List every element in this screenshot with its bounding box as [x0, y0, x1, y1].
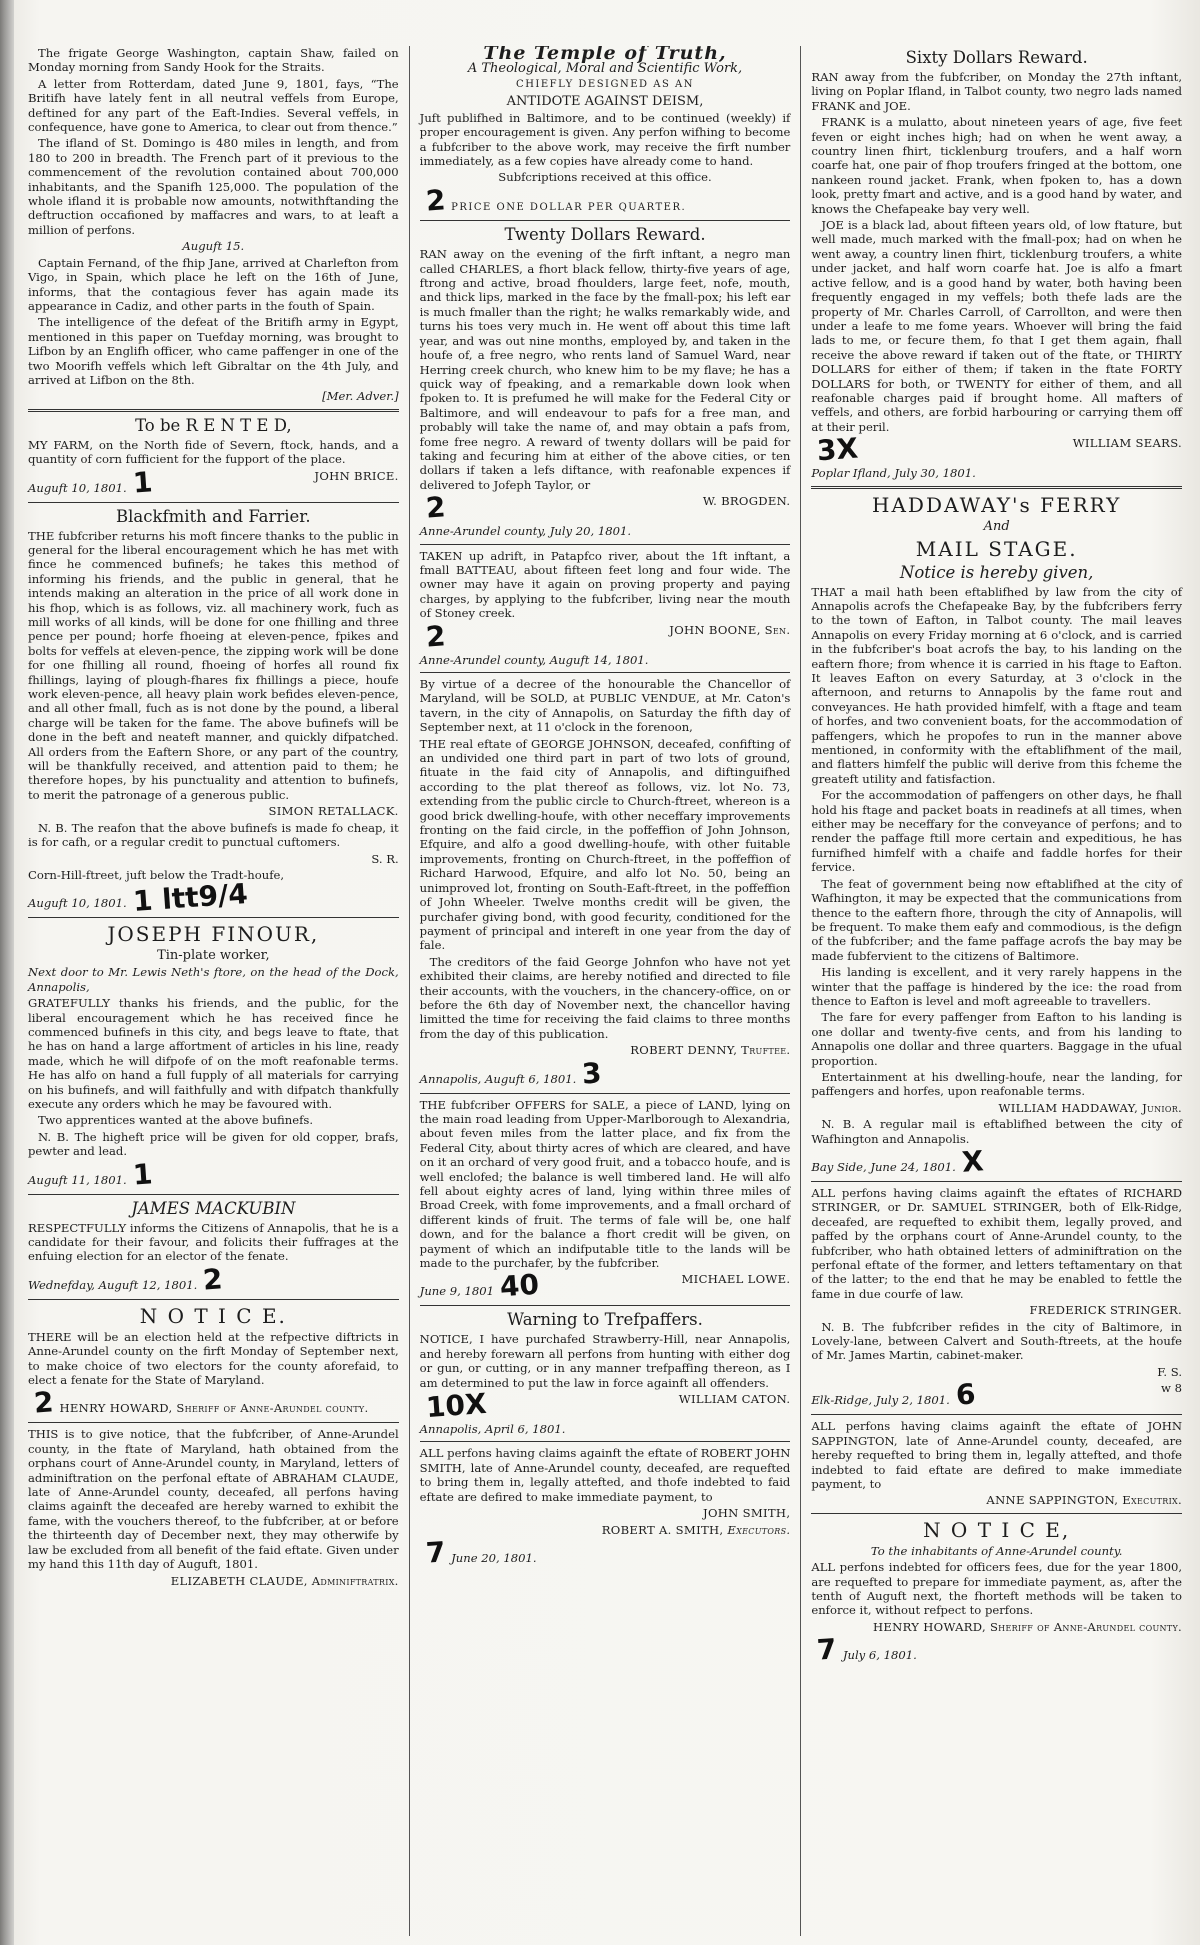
ferry-date: Bay Side, June 24, 1801.	[811, 1160, 956, 1174]
ferry-notice: Notice is hereby given,	[899, 562, 1094, 582]
handwritten-mark: 3X	[816, 431, 860, 468]
johnson-date: Annapolis, Auguft 6, 1801.	[419, 1071, 577, 1086]
divider	[811, 1513, 1182, 1514]
boone-signature: JOHN BOONE, Sen.	[669, 622, 791, 637]
news-paragraph: The frigate George Washington, captain Shaw, failed on Monday morning from Sandy Hook for the Straits.	[28, 46, 399, 75]
handwritten-mark: 10X	[424, 1386, 488, 1425]
lowe-text: THE fubfcriber OFFERS for SALE, a piece of LAND, lying on the main road leading from Upper-Marlborough to Alexandria, about feven miles from the latter place, and fix from the Federal City, about thirty acres of which are cleared, and have on it an orchard of very good fruit, and a tobacco houfe, and is well enclofed; the balance is well timbered land. He will alfo fell about eighty acres of land, lying within three miles of Broad Creek, with fome improvements, and a fmall orchard of different kinds of fruit. The terms of fale will be, one half down, and for the balance a fhort credit will be given, on payment of which an indifputable title to the lands will be made to the purchafer, by the fubfcriber.	[419, 1097, 791, 1271]
sixty-text: RAN away from the fubfcriber, on Monday the 27th inftant, living on Poplar Ifland, in Talbot county, two negro lads named FRANK and JOE.	[811, 70, 1183, 113]
news-paragraph: Captain Fernand, of the fhip Jane, arrived at Charlefton from Vigo, in Spain, which place he left on the 16th of June, informs, that the contagious fever has again made its appearance in Cadiz, and other parts in the fouth of Spain.	[28, 255, 399, 313]
joe-description: JOE is a black lad, about fifteen years old, of low ftature, but well made, much marked with the fmall-pox; had on when he went away, a country linen fhirt, ticklenburg troufers, a white under jacket, and half worn coarfe hat. Joe is alfo a fmart active fellow, and is a good hand by water, both having been frequently engaged in my veffels; both thefe lads are the property of Mr. Charles Carroll, of Carrollton, and were then under a leafe to me fome years. Whoever will bring the faid lads to me, or fecure them, fo that I get them again, fhall receive the above reward if taken out of the ftate, or THIRTY DOLLARS for either of them; if taken in the ftate FORTY DOLLARS for both, or TWENTY for either of them, and all reafonable charges paid if brought home. All mafters of veffels, and others, are forbid harbouring or carrying them off at their peril.	[811, 218, 1183, 434]
final-notice-signature: HENRY HOWARD, Sheriff of Anne-Arundel county.	[873, 1619, 1183, 1634]
stringer-initials: F. S.	[1157, 1364, 1183, 1379]
news-source: [Mer. Adver.]	[322, 389, 399, 404]
blacksmith-date: Auguft 10, 1801.	[28, 896, 127, 911]
temple-caption: CHIEFLY DESIGNED AS AN	[516, 79, 694, 91]
handwritten-mark: 7	[816, 1632, 838, 1667]
news-paragraph: The ifland of St. Domingo is 480 miles in length, and from 180 to 200 in breadth. The French part of it previous to the commencement of the revolution contained about 700,000 inhabitants, and the Spanifh 125,000. The population of the whole ifland it is probable now amounts, notwithftanding the deftruction occafioned by maffacres and wars, to at leaft a million of perfons.	[28, 136, 399, 237]
divider	[28, 1299, 399, 1300]
finour-heading: JOSEPH FINOUR,	[107, 922, 320, 947]
ferry-nb: N. B. A regular mail is eftablifhed between the city of Wafhington and Annapolis.	[811, 1117, 1183, 1146]
divider	[420, 672, 791, 673]
boone-text: TAKEN up adrift, in Patapfco river, about the 1ft inftant, a fmall BATTEAU, about fifteen feet long and four wide. The owner may have it again on proving property and paying charges, by applying to the fubfcriber, living near the mouth of Stoney creek.	[419, 548, 791, 621]
ferry-heading-2: MAIL STAGE.	[915, 536, 1078, 561]
twenty-heading: Twenty Dollars Reward.	[504, 225, 706, 245]
temple-subscriptions: Subfcriptions received at this office.	[498, 170, 712, 185]
ferry-and: And	[983, 518, 1010, 534]
rent-signature: JOHN BRICE.	[314, 468, 399, 483]
final-notice-heading: N O T I C E,	[923, 1517, 1071, 1542]
divider	[420, 220, 791, 221]
final-notice-text: ALL perfons indebted for officers fees, due for the year 1800, are requefted to prepare for immediate payment, as, after the tenth of Auguft next, the fhorteft methods will be taken to enforce it, without refpect to perfons.	[811, 1560, 1183, 1618]
handwritten-mark: 7	[424, 1535, 447, 1570]
claude-signature: ELIZABETH CLAUDE, Adminiftratrix.	[170, 1573, 399, 1588]
ferry-text-5: The fare for every paffenger from Eafton to his landing is one dollar and twenty-five cents, and from his landing to Annapolis one dollar and three quarters. Baggage in the ufual proportion.	[811, 1010, 1183, 1068]
smith-estate-executors: Executors.	[727, 1522, 791, 1537]
divider	[28, 1194, 399, 1195]
finour-subheading: Tin-plate worker,	[157, 948, 270, 964]
trespass-signature: WILLIAM CATON.	[678, 1392, 791, 1407]
johnson-signature: ROBERT DENNY, Truftee.	[630, 1043, 791, 1058]
finour-apprentice: Two apprentices wanted at the above bufinefs.	[38, 1113, 314, 1128]
handwritten-mark: 1 ltt9/4	[131, 877, 249, 919]
column-middle	[409, 46, 801, 1936]
handwritten-mark: 2	[424, 183, 447, 218]
final-notice-date: July 6, 1801.	[842, 1648, 917, 1663]
divider	[28, 409, 399, 412]
ferry-text-2: For the accommodation of paffengers on other days, he fhall hold his ftage and packet boats in readinefs at all times, when either may be neceffary for the conveyance of perfons; and to render the paffage ftill more certain and expeditious, he has furnifhed himfelf with a chaife and faddle horfes for their fervice.	[811, 788, 1183, 875]
divider	[28, 1422, 399, 1423]
news-paragraph: The intelligence of the defeat of the Britifh army in Egypt, mentioned in this paper on Tuefday morning, was brought to Lifbon by an Englifh officer, who came paffenger in one of the two Moorifh veffels which left Gibraltar on the 4th July, and arrived at Lifbon on the 8th.	[28, 315, 399, 387]
twenty-text: RAN away on the evening of the firft inftant, a negro man called CHARLES, a fhort black fellow, thirty-five years of age, ftrong and active, broad fhoulders, large feet, nofe, mouth, and thick lips, marked in the face by the fmall-pox; his left ear is much fmaller than the right; he walks remarkably wide, and turns his toes very much in. He went off about this time laft year, and was out nine months, employed by, and taken in the houfe of, a free negro, who rents land of Samuel Ward, near Herring creek church, who knew him to be my flave; he has a quick way of fpeaking, and a remarkable down look when fpoken to. It is prefumed he will make for the Federal City or Baltimore, and will endeavour to pafs for a free man, and probably will take the name of, and may obtain a pafs from, fome free negro. A reward of twenty dollars will be paid for taking and fecuring him at either of the above cities, or ten dollars if taken a lefs diftance, with reafonable expences if delivered to Jofeph Taylor, or	[419, 247, 791, 492]
rent-heading: To be R E N T E D,	[135, 415, 292, 435]
smith-estate-date: June 20, 1801.	[451, 1550, 537, 1565]
divider	[420, 1441, 791, 1442]
claude-text: THIS is to give notice, that the fubfcriber, of Anne-Arundel county, in the ftate of Maryland, hath obtained from the orphans court of Anne-Arundel county, in Maryland, letters of adminiftration on the perfonal eftate of ABRAHAM CLAUDE, late of Anne-Arundel county, deceafed, all perfons having claims againft the deceafed are hereby warned to exhibit the fame, with the vouchers thereof, to the fubfcriber, at or before the thirteenth day of December next, they may otherwife by law be excluded from all benefit of the faid eftate. Given under my hand this 11th day of Auguft, 1801.	[28, 1427, 399, 1572]
twenty-signature: W. BROGDEN.	[702, 494, 791, 509]
divider	[28, 502, 399, 503]
ferry-signature: WILLIAM HADDAWAY, Junior.	[998, 1100, 1183, 1115]
twenty-date: Anne-Arundel county, July 20, 1801.	[419, 524, 632, 539]
temple-subtitle: A Theological, Moral and Scientific Work,	[467, 61, 743, 77]
finour-nb: N. B. The higheft price will be given for old copper, brafs, pewter and lead.	[28, 1129, 399, 1159]
mackubin-heading: JAMES MACKUBIN	[131, 1198, 296, 1218]
lowe-signature: MICHAEL LOWE.	[681, 1272, 791, 1287]
rent-date: Auguft 10, 1801.	[28, 480, 127, 495]
mackubin-text: RESPECTFULLY informs the Citizens of Annapolis, that he is a candidate for their favour, and folicits their fuffrages at the enfuing election for an elector of the fenate.	[28, 1220, 399, 1264]
final-notice-to: To the inhabitants of Anne-Arundel county.	[870, 1543, 1123, 1558]
smith-estate-signature-1: JOHN SMITH,	[703, 1506, 791, 1521]
divider	[420, 1093, 791, 1094]
temple-title: The Temple of Truth,	[483, 46, 727, 64]
blacksmith-text: THE fubfcriber returns his moft fincere thanks to the public in general for the liberal encouragement which he has met with fince he commenced bufinefs; he takes this method of informing his friends, and the public in general, that he intends making an alteration in the price of all work done in his fhop, which is as follows, viz. all machinery work, fuch as mill works of all kinds, will be done for one fhilling and three pence per pound; horfe fhoeing at eleven-pence, fpikes and bolts for veffels at eleven-pence, the zipping work will be done for one fhilling all round, fhoeing of horfes all round fix fhillings, laying of plough-fhares fix fhillings a piece, houfe work eleven-pence, all heavy plain work befides eleven-pence, and all other fmall, fuch as is not done by the pound, a liberal charge will be taken for the fame. The above bufinefs will be done in the beft and neateft manner, and quickly difpatched. All orders from the Eaftern Shore, or any part of the country, will be thankfully received, and attention paid to them; he therefore hopes, by his punctuality and attention to bufinefs, to merit the patronage of a generous public.	[28, 528, 399, 802]
ferry-text-3: The feat of government being now eftablifhed at the city of Wafhington, it may be expected that the communications from thence to the eaftern fhore, through the city of Annapolis, will be frequent. To make them eafy and commodious, is the defign of the fubfcriber; and the fame paffage acrofs the bay may be made fubfervient to the citizens of Baltimore.	[811, 876, 1183, 963]
rent-text: MY FARM, on the North fide of Severn, ftock, hands, and a quantity of corn fufficient for the fupport of the place.	[28, 437, 399, 467]
ferry-text-6: Entertainment at his dwelling-houfe, near the landing, for paffengers and horfes, upon reafonable terms.	[811, 1069, 1183, 1099]
news-paragraph: A letter from Rotterdam, dated June 9, 1801, fays, “The Britifh have lately fent in all neutral veffels from Europe, deftined for any part of the Eaft-Indies. Several veffels, in confequence, have gone to America, to clear out from thence.”	[28, 76, 399, 135]
notice-heading: N O T I C E.	[139, 1303, 287, 1328]
sappington-text: ALL perfons having claims againft the eftate of JOHN SAPPINGTON, late of Anne-Arundel county, deceafed, are hereby requefted to bring them in, legally attefted, and thofe indebted to faid eftate are defired to make immediate payment, to	[811, 1419, 1183, 1491]
column-right	[800, 46, 1192, 1936]
handwritten-mark: 2	[32, 1385, 55, 1421]
finour-date: Auguft 11, 1801.	[28, 1172, 127, 1187]
divider	[420, 1305, 791, 1306]
trespass-heading: Warning to Trefpaffers.	[507, 1310, 703, 1330]
divider	[811, 1414, 1182, 1415]
trespass-date: Annapolis, April 6, 1801.	[419, 1422, 566, 1437]
news-dateline: Auguft 15.	[182, 239, 245, 254]
smith-estate-signature-2: ROBERT A. SMITH,	[601, 1522, 724, 1537]
divider	[28, 917, 399, 918]
frank-description: FRANK is a mulatto, about nineteen years of age, five feet feven or eight inches high; had on when he went away, a country linen fhirt, ticklenburg troufers, and a half worn coarfe hat, one pair of fhop troufers fringed at the bottom, one nankeen round jacket. Frank, when fpoken to, has a down look, pretty fmart and active, and is a good hand by water, and knows the Chefapeake bay very well.	[811, 115, 1183, 216]
johnson-text: THE real eftate of GEORGE JOHNSON, deceafed, confifting of an undivided one third part in part of two lots of ground, fituate in the faid city of Annapolis, and diftinguifhed according to the plat thereof as follows, viz. lot No. 73, extending from the public circle to Church-ftreet, whereon is a good brick dwelling-houfe, with other neceffary improvements fronting on the faid circle, in the poffeffion of John Johnson, Efquire, and alfo a good dwelling-houfe, with other fuitable improvements, fronting on Church-ftreet, in the poffeffion of Richard Harwood, Efquire, and alfo lot No. 50, being an unimproved lot, fronting on South-Eaft-ftreet, in the poffeffion of John Wheeler. Twelve months credit will be given, the purchafer giving bond, with good fecurity, conditioned for the payment of principal and intereft in one year from the day of fale.	[419, 736, 791, 953]
trespass-text: NOTICE, I have purchafed Strawberry-Hill, near Annapolis, and hereby forewarn all perfons from hunting with either dog or gun, or cutting, or in any manner trefpaffing thereon, as I am determined to put the law in force againft all offenders.	[419, 1332, 791, 1390]
divider	[420, 544, 791, 545]
sixty-date: Poplar Ifland, July 30, 1801.	[811, 466, 976, 481]
temple-text: Juft publifhed in Baltimore, and to be continued (weekly) if proper encouragement is given. Any perfon wifhing to become a fubfcriber to the above work, may receive the firft number immediately, as a few copies have already come to hand.	[419, 110, 791, 169]
stringer-nb: N. B. The fubfcriber refides in the city of Baltimore, in Lovely-lane, between Calvert and South-ftreets, at the houfe of Mr. James Martin, cabinet-maker.	[811, 1319, 1183, 1363]
handwritten-mark: 3	[581, 1055, 603, 1091]
handwritten-mark: X	[960, 1144, 985, 1179]
lowe-date: June 9, 1801	[419, 1284, 495, 1299]
temple-price: PRICE ONE DOLLAR PER QUARTER.	[451, 201, 687, 213]
boone-date: Anne-Arundel county, Auguft 14, 1801.	[419, 652, 649, 667]
smith-estate-text: ALL perfons having claims againft the eftate of ROBERT JOHN SMITH, late of Anne-Arundel county, deceafed, are requefted to bring them in, legally attefted, and thofe indebted to faid eftate are defired to make immediate payment, to	[419, 1446, 791, 1504]
handwritten-mark: 6	[954, 1377, 977, 1412]
stringer-date: Elk-Ridge, July 2, 1801.	[811, 1393, 950, 1408]
sixty-signature: WILLIAM SEARS.	[1072, 436, 1183, 451]
temple-antidote: ANTIDOTE AGAINST DEISM,	[506, 93, 704, 109]
blacksmith-initials: S. R.	[371, 851, 399, 866]
handwritten-mark: 1	[131, 464, 154, 500]
sixty-heading: Sixty Dollars Reward.	[905, 48, 1088, 67]
handwritten-mark: 2	[202, 1262, 224, 1297]
divider	[811, 1181, 1182, 1182]
handwritten-mark: 1	[131, 1156, 154, 1192]
blacksmith-heading: Blackfmith and Farrier.	[116, 506, 311, 526]
johnson-text-2: The creditors of the faid George Johnfon who have not yet exhibited their claims, are hereby notified and directed to file their accounts, with the vouchers, in the chancery-office, on or before the 6th day of November next, the chancellor having limitted the time for receiving the faid claims to three months from the day of this publication.	[419, 954, 791, 1041]
notice-text: THERE will be an election held at the refpective diftricts in Anne-Arundel county on the firft Monday of September next, to make choice of two electors for the county aforefaid, to elect a fenate for the State of Maryland.	[28, 1329, 399, 1388]
blacksmith-signature: SIMON RETALLACK.	[268, 804, 399, 819]
ferry-text-4: His landing is excellent, and it very rarely happens in the winter that the paffage is hindered by the ice: the road from thence to Eafton is level and moft agreeable to travellers.	[811, 965, 1183, 1008]
johnson-intro: By virtue of a decree of the honourable the Chancellor of Maryland, will be SOLD, at PUBLIC VENDUE, at Mr. Caton's tavern, in the city of Annapolis, on Saturday the fifth day of September next, at 11 o'clock in the forenoon,	[419, 677, 791, 735]
ferry-heading: HADDAWAY's FERRY	[872, 492, 1122, 517]
handwritten-mark: 40	[498, 1268, 541, 1304]
mackubin-date: Wednefday, Auguft 12, 1801.	[28, 1277, 198, 1292]
notice-signature: HENRY HOWARD, Sheriff of Anne-Arundel county.	[59, 1401, 369, 1416]
blacksmith-nb: N. B. The reafon that the above bufinefs is made fo cheap, it is for cafh, or a regular credit to punctual cuftomers.	[28, 820, 399, 850]
finour-location: Next door to Mr. Lewis Neth's ftore, on the head of the Dock, Annapolis,	[28, 965, 399, 994]
stringer-code: w 8	[1161, 1381, 1183, 1396]
stringer-text: ALL perfons having claims againft the eftates of RICHARD STRINGER, or Dr. SAMUEL STRINGER, both of Elk-Ridge, deceafed, are requefted to exhibit them, legally proved, and paffed by the orphans court of Anne-Arundel county, to the fubfcriber, who hath obtained letters of adminiftration on the perfonal eftate of the former, and letters teftamentary on that of the latter; to the end that he may be enabled to fettle the fame in due courfe of law.	[811, 1186, 1183, 1301]
stringer-signature: FREDERICK STRINGER.	[1029, 1303, 1183, 1318]
sappington-signature: ANNE SAPPINGTON, Executrix.	[986, 1493, 1183, 1508]
handwritten-mark: 2	[424, 490, 447, 525]
ferry-text: THAT a mail hath been eftablifhed by law from the city of Annapolis acrofs the Chefapeake Bay, by the fubfcribers ferry to the town of Eafton, in Talbot county. The mail leaves Annapolis on every Friday morning at 6 o'clock, and is carried in the fubfcriber's boat acrofs the bay, to his landing on the eaftern fhore; from whence it is carried in his ftage to Eafton. It leaves Eafton on every Saturday, at 3 o'clock in the afternoon, and returns to Annapolis by the fame rout and conveyances. He hath provided himfelf, with a ftage and team of horfes, and two convenient boats, for the accommodation of paffengers, which he propofes to run in the manner above mentioned, in conformity with the eftablifhment of the mail, and flatters himfelf the public will derive from this fcheme the greateft utility and fatisfaction.	[811, 584, 1183, 786]
finour-text: GRATEFULLY thanks his friends, and the public, for the liberal encouragement which he has received fince he commenced bufinefs in this city, and begs leave to ftate, that he has on hand a large affortment of articles in his line, ready made, which he will difpofe of on the moft reafonable terms. He has alfo on hand a full fupply of all materials for carrying on his bufinefs, and will faithfully and with difpatch thankfully execute any orders which he may be favoured with.	[28, 996, 399, 1111]
handwritten-mark: 2	[424, 618, 447, 654]
column-left	[18, 46, 409, 1936]
divider	[811, 486, 1182, 489]
blacksmith-location: Corn-Hill-ftreet, juft below the Tradt-houfe,	[28, 867, 285, 882]
